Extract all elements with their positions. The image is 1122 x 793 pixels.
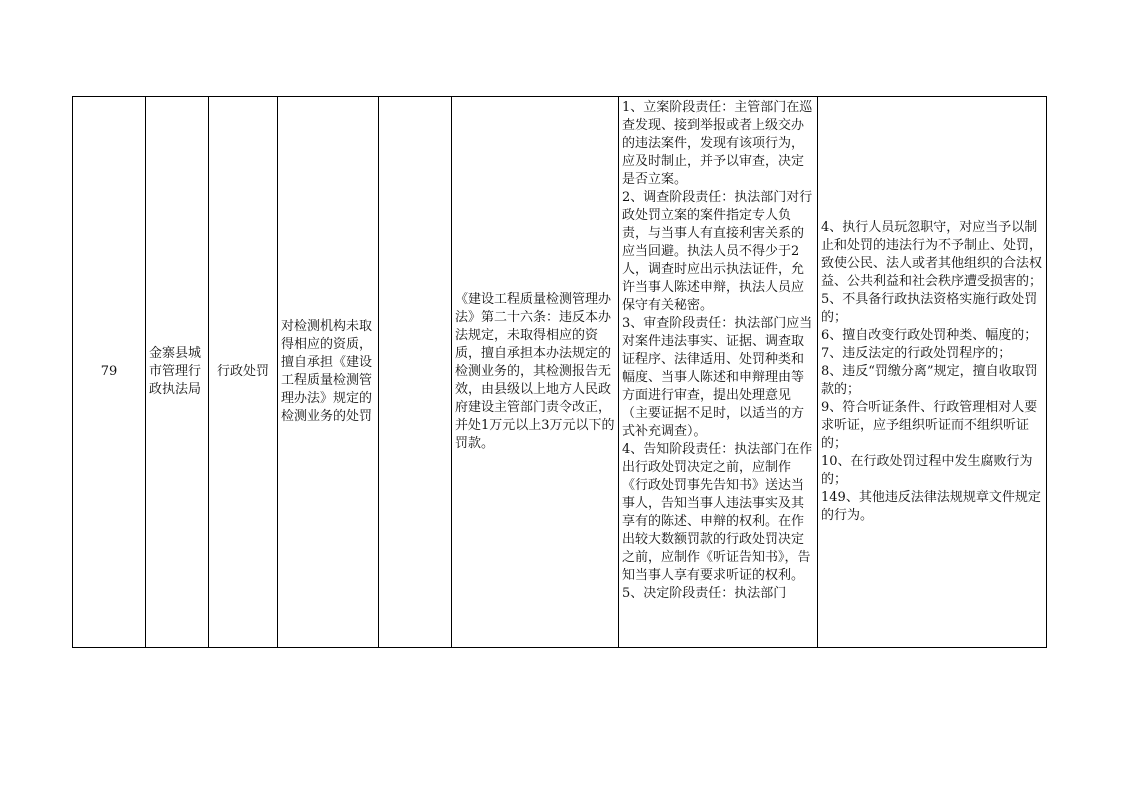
table-row — [73, 97, 1047, 648]
accountability-item: 149、其他违反法律法规规章文件规定的行为。 — [821, 490, 1041, 523]
accountability-cell — [818, 97, 1047, 648]
authority-table — [72, 96, 1047, 648]
legal-basis-cell: 《建设工程质量检测管理办法》第二十六条：违反本办法规定，未取得相应的资质，擅自承担本办法规定的检测业务的，其检测报告无效，由县级以上地方人民政府建设主管部门责令改正，并处1万元以上3万元以下的罚款。 — [452, 97, 619, 648]
accountability-item: 4、执行人员玩忽职守，对应当予以制止和处罚的违法行为不予制止、处罚，致使公民、法人或者其他组织的合法权益、公共利益和社会秩序遭受损害的； — [821, 220, 1043, 289]
accountability-item: 7、违反法定的行政处罚程序的； — [821, 346, 1012, 361]
sub-item-cell — [379, 97, 452, 648]
item-name-cell: 对检测机构未取得相应的资质，擅自承担《建设工程质量检测管理办法》规定的检测业务的处罚 — [278, 97, 379, 648]
accountability-list — [821, 219, 1043, 525]
row-index: 79 — [73, 97, 146, 648]
accountability-item: 5、不具备行政执法资格实施行政处罚的； — [821, 292, 1038, 325]
responsibility-item: 2、调查阶段责任：执法部门对行政处罚立案的案件指定专人负责，与当事人有直接利害关系的应当回避。执法人员不得少于2人，调查时应出示执法证件，允许当事人陈述申辩，执法人员应保守有关秘密。 — [622, 190, 813, 313]
accountability-item: 6、擅自改变行政处罚种类、幅度的； — [821, 328, 1038, 343]
responsibility-list — [622, 97, 814, 647]
department-cell: 金寨县城市管理行政执法局 — [146, 97, 209, 648]
category-cell: 行政处罚 — [209, 97, 278, 648]
responsibility-item: 4、告知阶段责任：执法部门在作出行政处罚决定之前，应制作《行政处罚事先告知书》送达当事人，告知当事人违法事实及其享有的陈述、申辩的权利。在作出较大数额罚款的行政处罚决定之前，应制作《听证告知书》，告知当事人享有要求听证的权利。 — [622, 442, 813, 583]
responsibility-item: 1、立案阶段责任：主管部门在巡查发现、接到举报或者上级交办的违法案件，发现有该项行为，应及时制止，并予以审查，决定是否立案。 — [622, 100, 813, 187]
responsibility-cell — [619, 97, 818, 648]
accountability-item: 9、符合听证条件、行政管理相对人要求听证，应予组织听证而不组织听证的； — [821, 400, 1038, 451]
accountability-item: 10、在行政处罚过程中发生腐败行为的； — [821, 454, 1033, 487]
accountability-item: 8、违反“罚缴分离”规定，擅自收取罚款的； — [821, 364, 1038, 397]
responsibility-item: 5、决定阶段责任：执法部门 — [622, 586, 787, 601]
responsibility-item: 3、审查阶段责任：执法部门应当对案件违法事实、证据、调查取证程序、法律适用、处罚种类和幅度、当事人陈述和申辩理由等方面进行审查，提出处理意见（主要证据不足时，以适当的方式补充调查）。 — [622, 316, 813, 439]
